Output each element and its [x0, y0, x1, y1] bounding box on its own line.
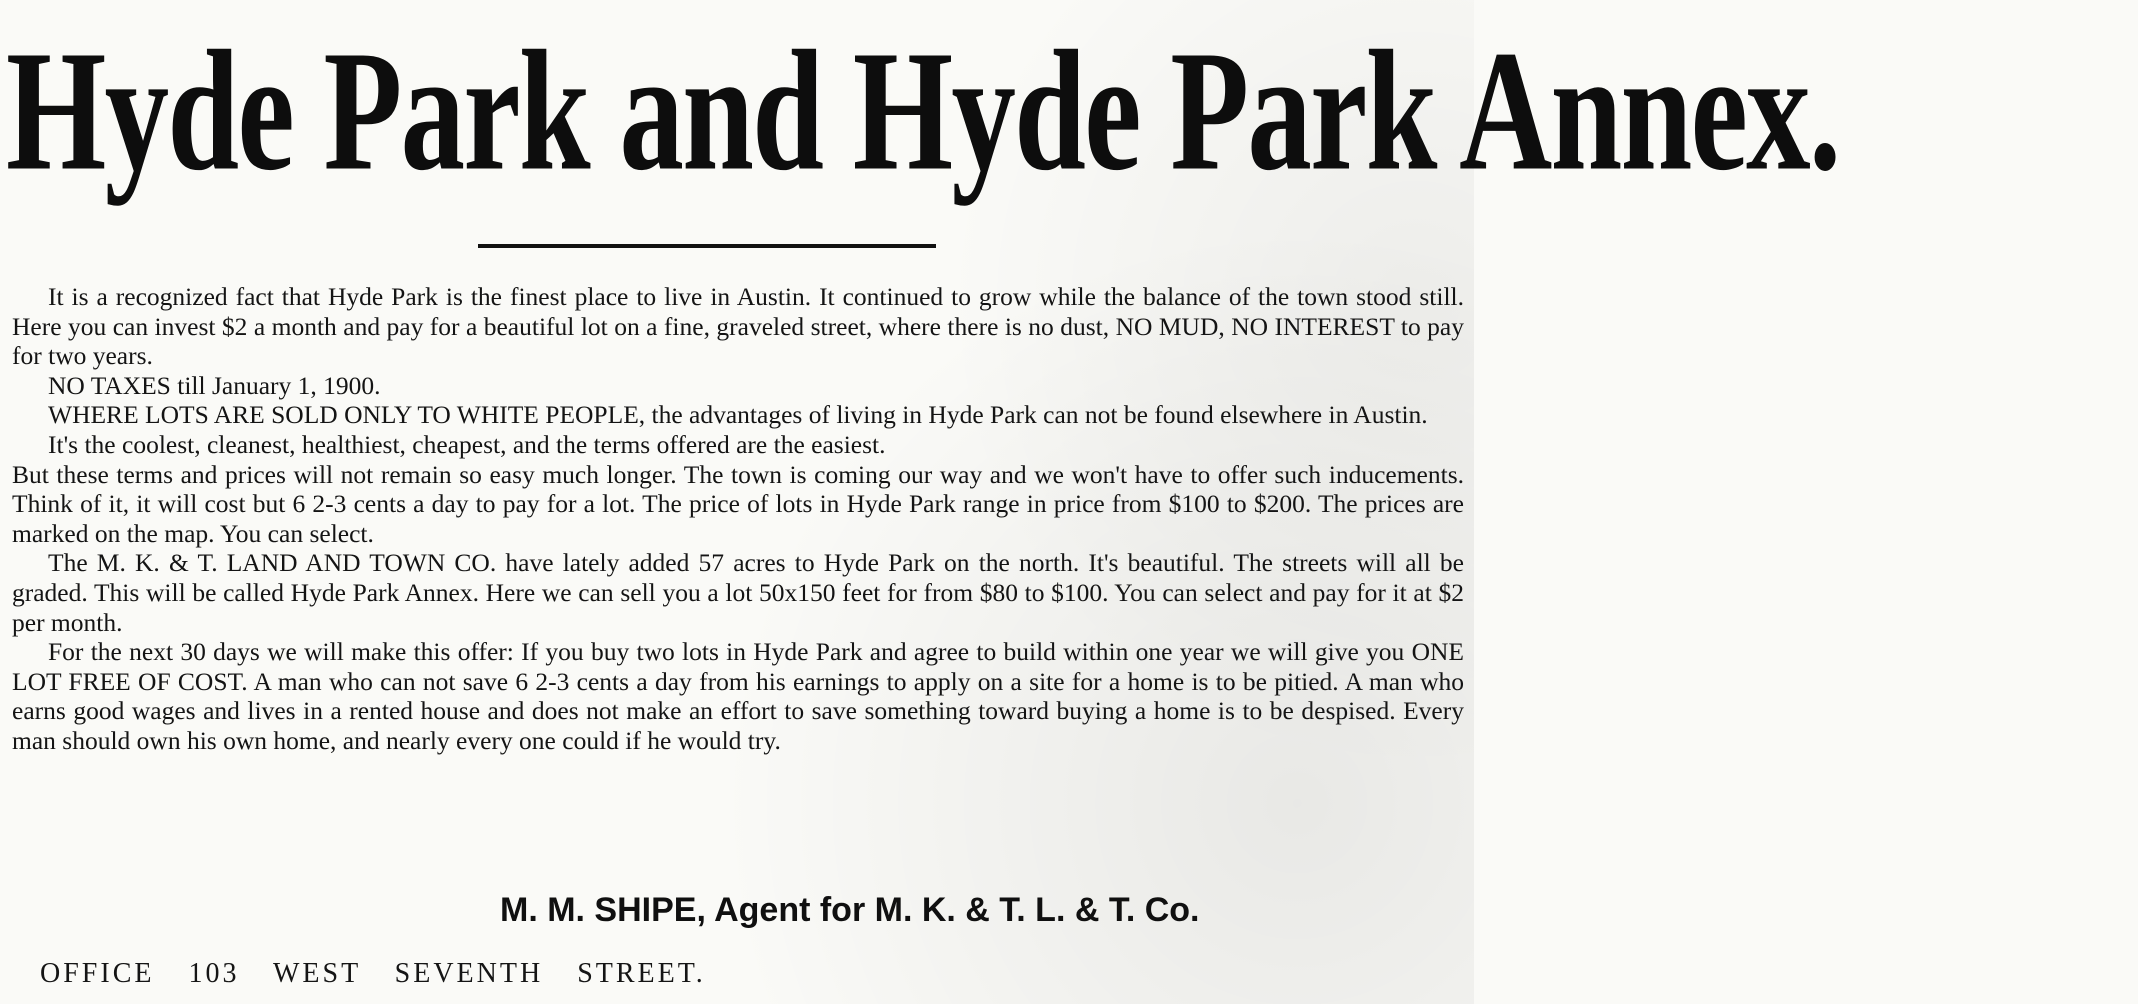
paragraph-coolest: It's the coolest, cleanest, healthiest, cheapest, and the terms offered are the easiest. — [48, 429, 886, 459]
paragraph-offer: For the next 30 days we will make this offer: If you buy two lots in Hyde Park and agree to build within one year we will give you ONE LOT FREE OF COST. A man who can not save 6 2-3 cents a day from his earnings to apply on a site for a home is to be pitied. A man who earns good wages and lives in a rented house and does not make an effort to save something toward buying a home is to be despised. Every man should own his own home, and nearly every one could if he would try. — [12, 637, 1464, 755]
divider-rule — [478, 244, 936, 248]
paragraph-intro: It is a recognized fact that Hyde Park is the finest place to live in Austin. It continued to grow while the balance of the town stood still. Here you can invest $2 a month and pay for a beautiful lot on a fine, graveled street, where there is no dust, NO MUD, NO INTEREST to pay for two years. — [12, 282, 1464, 371]
office-address: OFFICE 103 WEST SEVENTH STREET. — [40, 958, 706, 989]
headline — [6, 6, 1840, 216]
headline-text: Hyde Park and Hyde Park Annex. — [6, 15, 1840, 207]
paragraph-no-taxes: NO TAXES till January 1, 1900. — [48, 370, 381, 400]
paragraph-annex: The M. K. & T. LAND AND TOWN CO. have lately added 57 acres to Hyde Park on the north. It's beautiful. The streets will all be graded. This will be called Hyde Park Annex. Here we can sell you a lot 50x150 feet for from $80 to $100. You can select and pay for it at $2 per month. — [12, 548, 1464, 637]
paragraph-terms: But these terms and prices will not remain so easy much longer. The town is coming our way and we won't have to offer such inducements. Think of it, it will cost but 6 2-3 cents a day to pay for a lot. The price of lots in Hyde Park range in price from $100 to $200. The prices are marked on the map. You can select. — [12, 459, 1464, 548]
agent-signature: M. M. SHIPE, Agent for M. K. & T. L. & T. Co. — [500, 891, 1200, 929]
advertisement-body — [12, 282, 1464, 756]
paragraph-restriction: WHERE LOTS ARE SOLD ONLY TO WHITE PEOPLE, the advantages of living in Hyde Park can not be found elsewhere in Austin. — [48, 400, 1428, 430]
